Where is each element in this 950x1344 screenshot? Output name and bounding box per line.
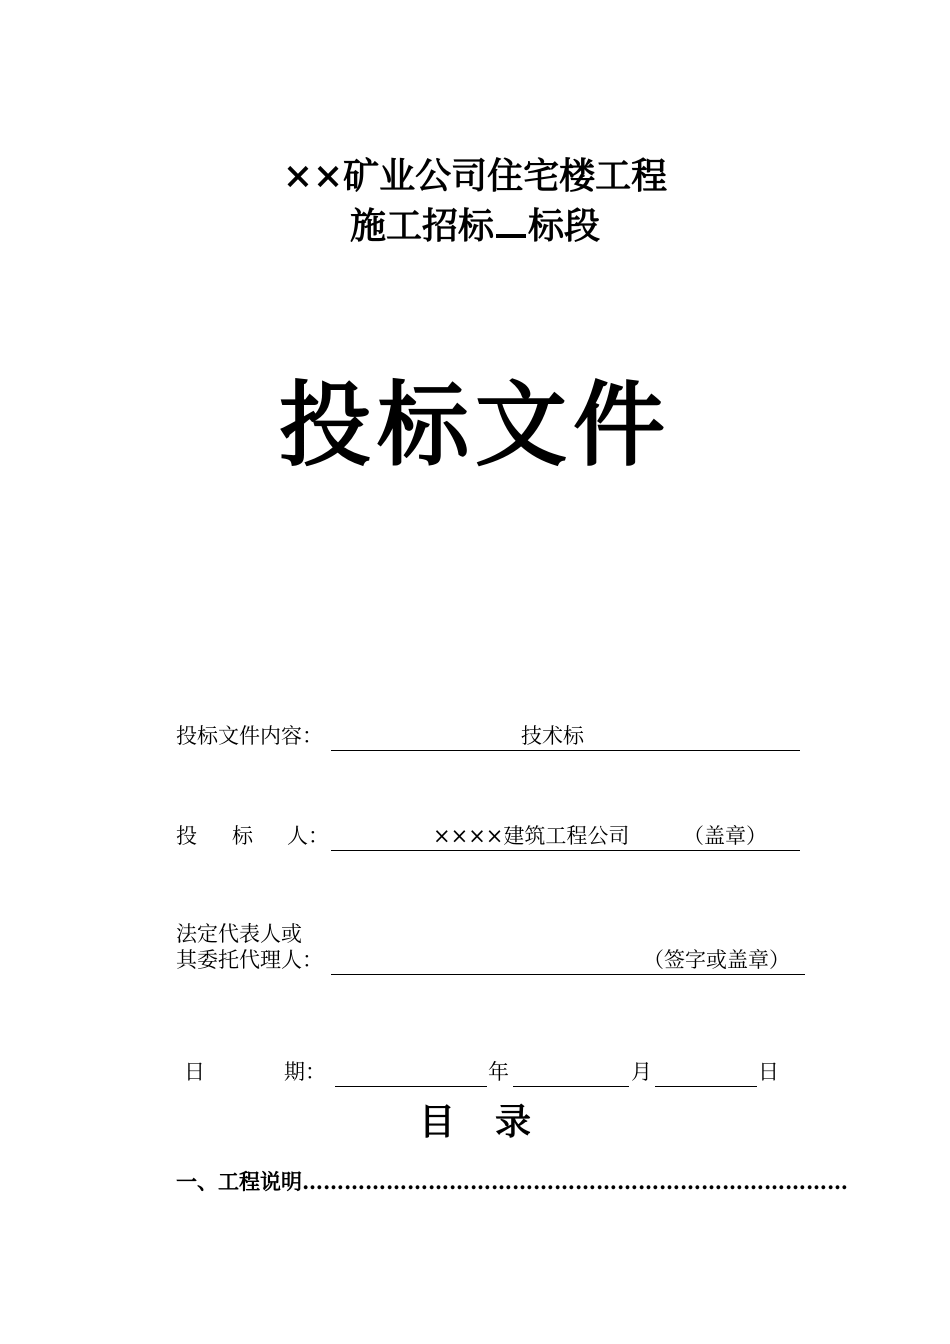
representative-label-line1: 法定代表人或 <box>176 922 302 946</box>
content-value: 技术标 <box>521 724 584 748</box>
representative-label-line2: 其委托代理人： <box>176 948 323 972</box>
bidder-seal-note: （盖章） <box>683 824 767 848</box>
month-field <box>513 1058 629 1087</box>
date-label-1: 日 <box>184 1060 205 1084</box>
bidder-field <box>331 822 800 851</box>
document-title: 投标文件 <box>278 371 671 479</box>
day-label: 日 <box>758 1060 779 1084</box>
year-label: 年 <box>488 1060 509 1084</box>
toc-item-leader: …………………………………………………………………… <box>302 1169 848 1194</box>
year-field <box>335 1058 487 1087</box>
bidder-value: ××××建筑工程公司 <box>433 824 630 848</box>
bidder-label-1: 投 <box>176 824 197 848</box>
bid-title-suffix: 标段 <box>528 205 601 247</box>
bid-section-title <box>0 202 950 250</box>
representative-field <box>331 946 805 975</box>
project-title: ××矿业公司住宅楼工程 <box>282 155 668 197</box>
bid-title-prefix: 施工招标 <box>349 205 494 247</box>
bidder-label-2: 标 <box>232 824 253 848</box>
content-label: 投标文件内容： <box>176 724 323 748</box>
date-label-2: 期： <box>284 1060 326 1084</box>
toc-title: 目录 <box>418 1101 571 1143</box>
toc-item-label: 一、工程说明 <box>176 1169 302 1194</box>
month-label: 月 <box>631 1060 652 1084</box>
bidder-label-3: 人： <box>287 824 329 848</box>
content-field <box>331 722 800 751</box>
toc-item[interactable] <box>176 1168 848 1196</box>
representative-sign-note: （签字或盖章） <box>643 948 790 972</box>
day-field <box>655 1058 757 1087</box>
section-number-blank <box>496 204 526 238</box>
